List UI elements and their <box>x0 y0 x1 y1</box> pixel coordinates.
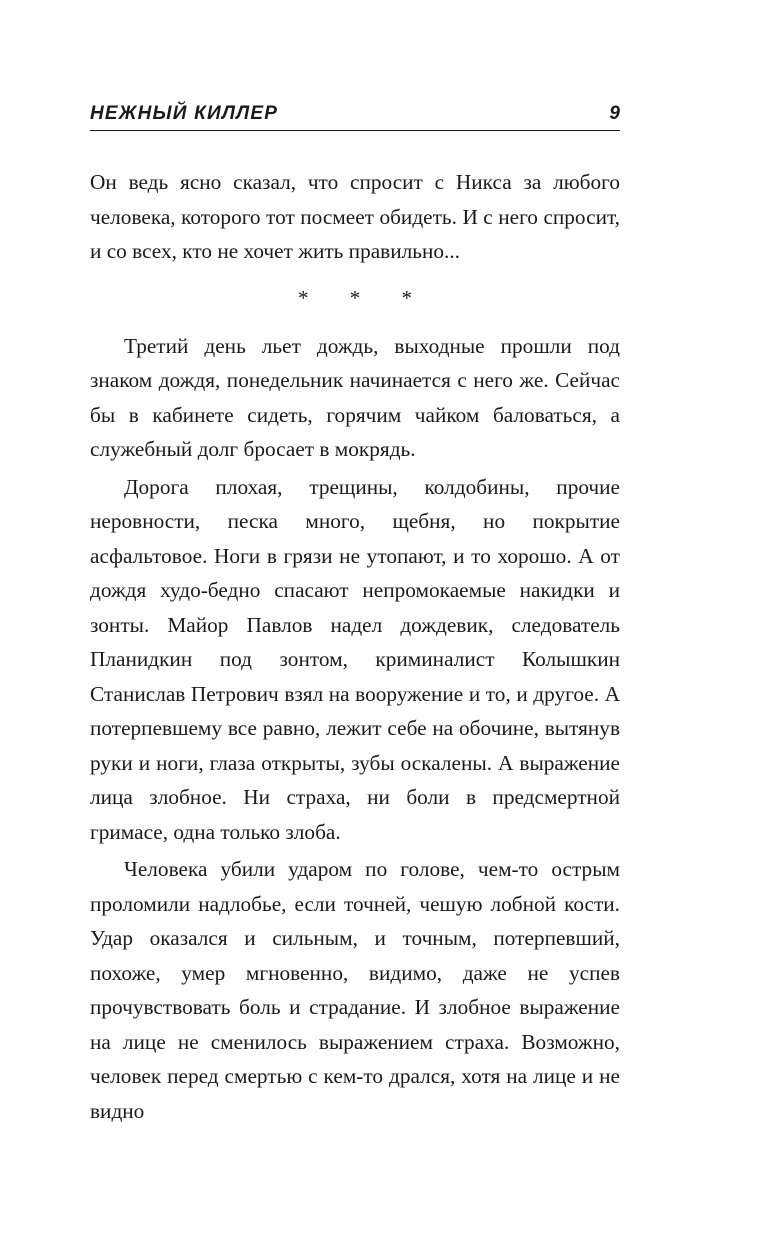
book-page <box>90 100 620 1131</box>
scene-break: * * * <box>298 285 430 310</box>
paragraph-4: Человека убили ударом по голове, чем-то острым проломили надлобье, если точней, чешую лобной кости. Удар оказался и сильным, и точным, потерпевший, похоже, умер мгновенно, видимо, даже не успев прочувствовать боль и страдание. И злобное выражение на лице не сменилось выражением страха. Возможно, человек перед смертью с кем-то дрался, хотя на лице и не видно <box>90 857 620 1123</box>
paragraph-2: Третий день льет дождь, выходные прошли под знаком дождя, понедельник начинается с него же. Сейчас бы в кабинете сидеть, горячим чайком баловаться, а служебный долг бросает в мокрядь. <box>90 333 620 461</box>
page-number: 9 <box>609 103 620 124</box>
paragraph-3: Дорога плохая, трещины, колдобины, прочие неровности, песка много, щебня, но покрытие асфальтовое. Ноги в грязи не утопают, и то хорошо. А от дождя худо-бедно спасают непромокаемые накидки и зонты. Майор Павлов надел дождевик, следователь Планидкин под зонтом, криминалист Колышкин Станислав Петрович взял на вооружение и то, и другое. А потерпевшему все равно, лежит себе на обочине, вытянув руки и ноги, глаза открыты, зубы оскалены. А выражение лица злобное. Ни страха, ни боли в предсмертной гримасе, одна только злоба. <box>90 474 620 844</box>
paragraph-1: Он ведь ясно сказал, что спросит с Никса за любого человека, которого тот посмеет обидеть. И с него спросит, и со всех, кто не хочет жить правильно... <box>90 170 620 263</box>
body-text <box>90 165 620 1128</box>
running-header <box>90 100 620 131</box>
running-title: НЕЖНЫЙ КИЛЛЕР <box>90 103 279 124</box>
